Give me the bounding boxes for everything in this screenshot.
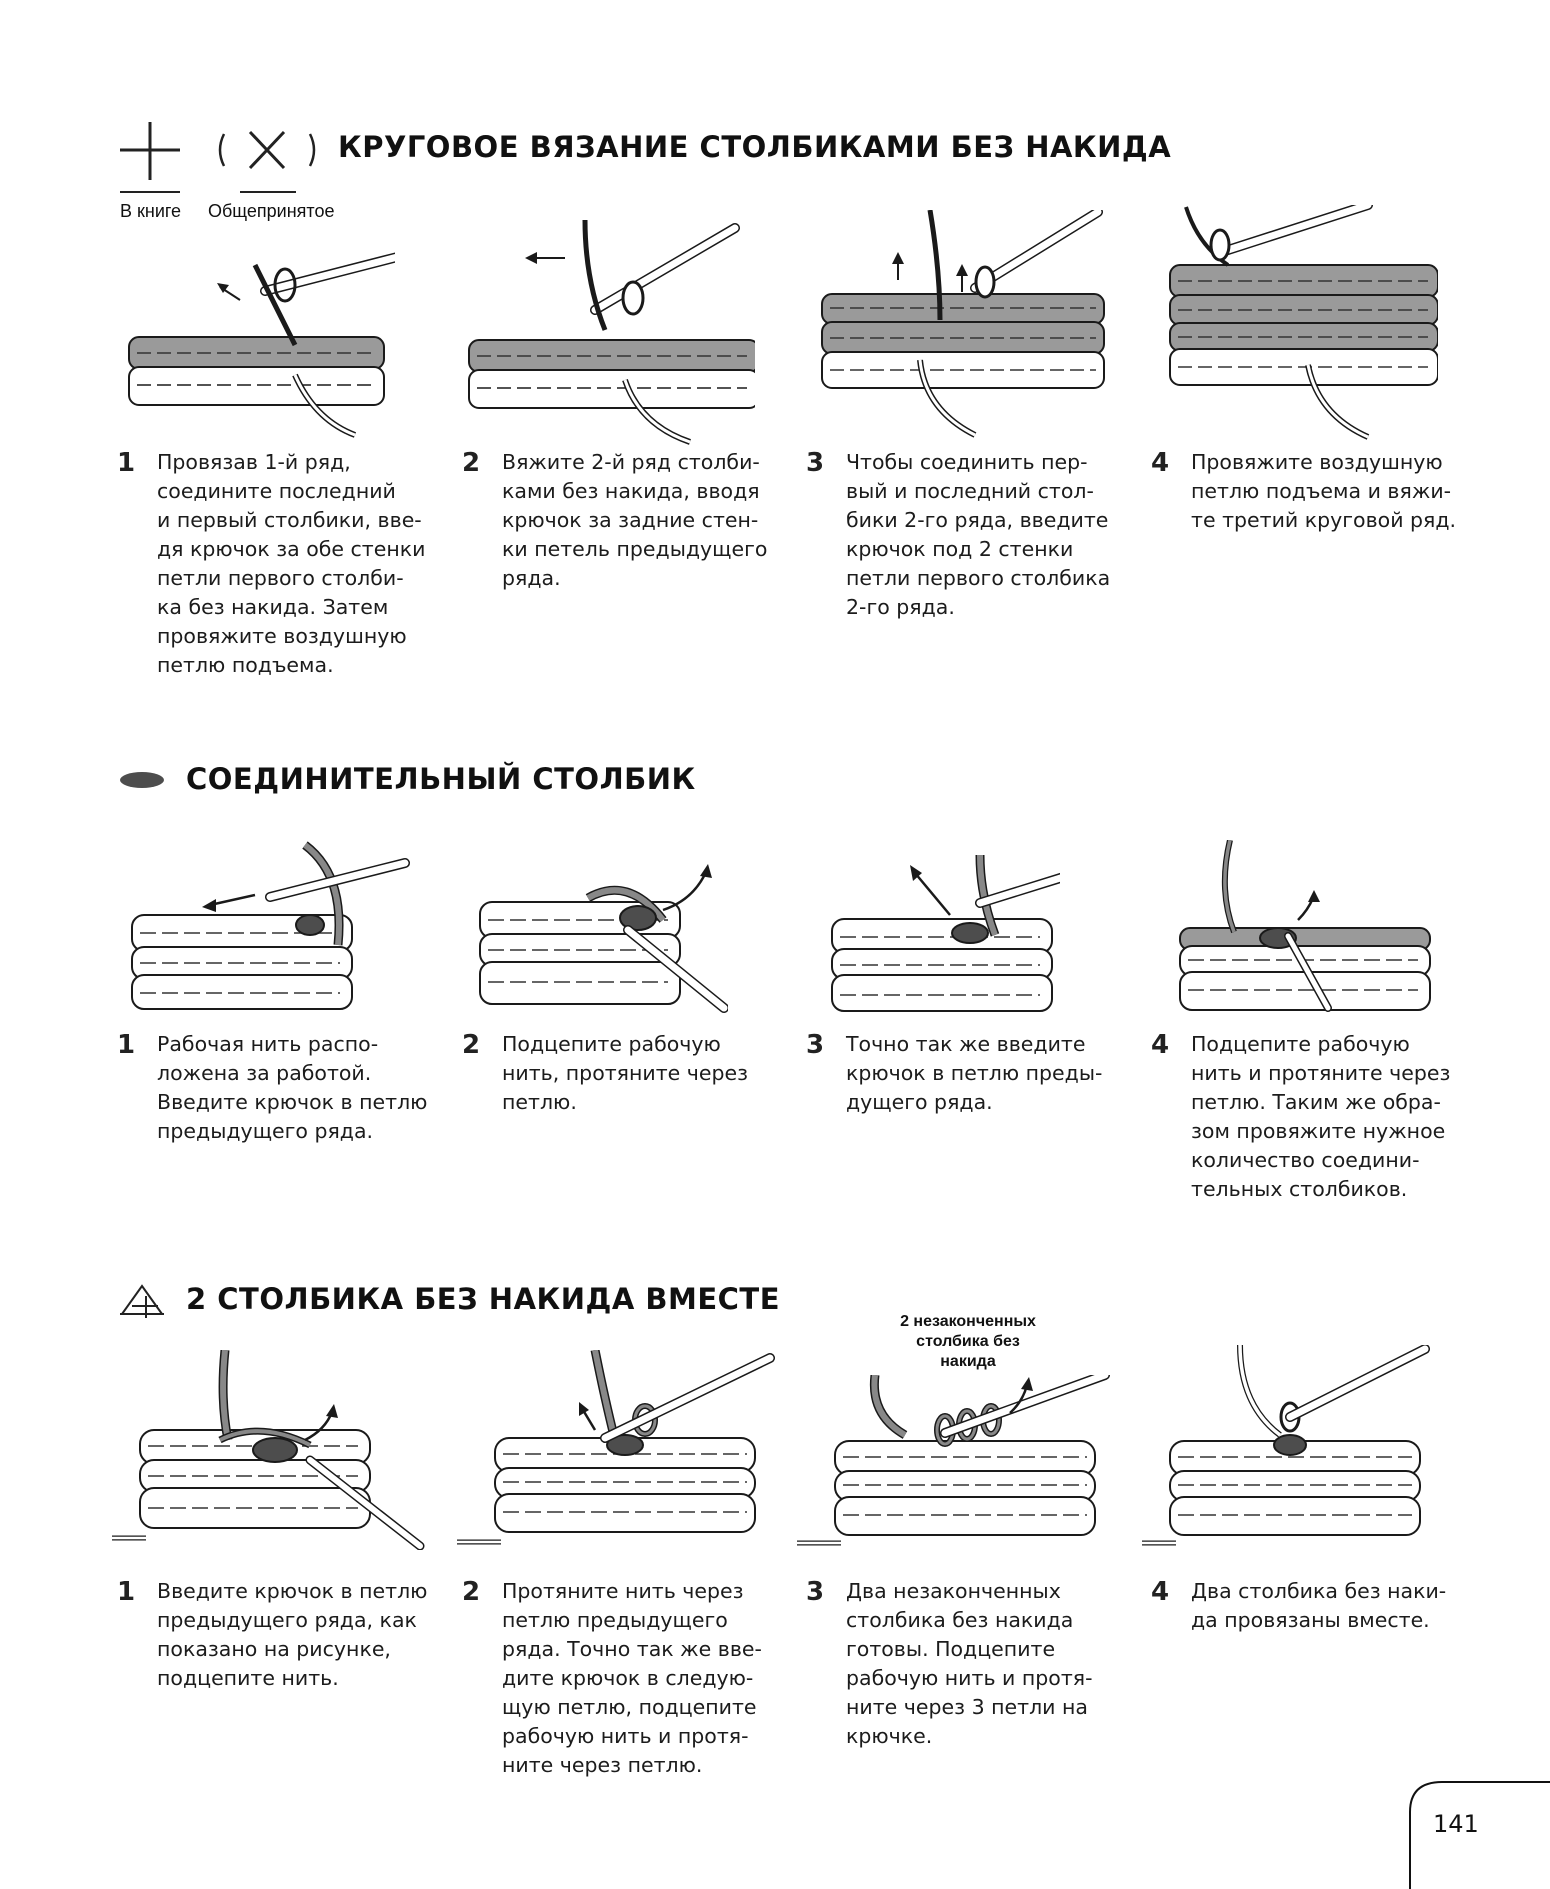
step-text: Подцепите рабочую нить, протяните через петлю.	[502, 1032, 749, 1114]
step-text: Введите крючок в петлю предыдущего ряда, как показано на рисунке, подцепите нить.	[157, 1579, 428, 1690]
section1-title: КРУГОВОЕ ВЯЗАНИЕ СТОЛБИКАМИ БЕЗ НАКИДА	[338, 130, 1172, 164]
step-text: Два незаконченных столбика без накида готовы. Подцепите рабочую нить и протя- ните через 3 петли на крючке.	[846, 1579, 1093, 1748]
step-number: 3	[806, 448, 825, 478]
step-text: Провязав 1-й ряд, соедините последний и первый столбики, вве- дя крючок за обе стенки петли первого столби- ка без накида. Затем провяжите воздушную петлю подъема.	[157, 450, 426, 677]
section2-title: СОЕДИНИТЕЛЬНЫЙ СТОЛБИК	[186, 762, 696, 796]
step-number: 2	[462, 448, 481, 478]
s3-step3-annotation: 2 незаконченных столбика без накида	[900, 1313, 1036, 1370]
s2-step3-illustration	[830, 855, 1060, 1015]
symbol-common-caption: Общепринятое	[208, 201, 335, 221]
step-text: Чтобы соединить пер- вый и последний стол- бики 2-го ряда, введите крючок под 2 стенки петли первого столбика 2-го ряда.	[846, 450, 1111, 619]
step-text: Рабочая нить распо- ложена за работой. Введите крючок в петлю предыдущего ряда.	[157, 1032, 428, 1143]
s3-step4-illustration	[1140, 1345, 1440, 1550]
step-number: 3	[806, 1577, 825, 1607]
section3-title: 2 СТОЛБИКА БЕЗ НАКИДА ВМЕСТЕ	[186, 1282, 781, 1316]
step-text: Протяните нить через петлю предыдущего ряда. Точно так же вве- дите крючок в следую- щую петлю, подцепите рабочую нить и протя- ните через петлю.	[502, 1579, 762, 1777]
sc2tog-symbol-icon	[118, 1280, 166, 1320]
step-number: 4	[1151, 448, 1170, 478]
step-number: 2	[462, 1030, 481, 1060]
step-text: Вяжите 2-й ряд столби- ками без накида, вводя крючок за задние стен- ки петель предыдущего ряда.	[502, 450, 768, 590]
s2-step2-illustration	[478, 860, 728, 1015]
sc-common-symbol-icon	[210, 120, 330, 196]
step-number: 1	[117, 1030, 136, 1060]
symbol-book-caption: В книге	[120, 201, 182, 221]
sc-book-symbol-icon	[118, 120, 182, 196]
step-text: Провяжите воздушную петлю подъема и вяжи- те третий круговой ряд.	[1191, 450, 1457, 532]
s3-step1-illustration	[110, 1350, 430, 1550]
step-text: Точно так же введите крючок в петлю преды- дущего ряда.	[846, 1032, 1103, 1114]
step-number: 4	[1151, 1577, 1170, 1607]
s1-step1-illustration	[125, 245, 395, 445]
step-number: 3	[806, 1030, 825, 1060]
s1-step4-illustration	[1168, 205, 1438, 445]
page-number-tab	[1408, 1778, 1550, 1889]
slip-stitch-symbol-icon	[118, 770, 166, 790]
s2-step1-illustration	[130, 835, 420, 1015]
s1-step3-illustration	[820, 210, 1110, 445]
s3-step2-illustration	[455, 1350, 775, 1550]
page-number: 141	[1433, 1810, 1479, 1838]
s2-step4-illustration	[1178, 840, 1438, 1015]
step-number: 2	[462, 1577, 481, 1607]
section2-header	[118, 760, 1118, 800]
step-number: 1	[117, 1577, 136, 1607]
step-text: Подцепите рабочую нить и протяните через петлю. Таким же обра- зом провяжите нужное количество соедини- тельных столбиков.	[1191, 1032, 1451, 1201]
step-number: 1	[117, 448, 136, 478]
step-number: 4	[1151, 1030, 1170, 1060]
s3-step3-illustration	[795, 1375, 1115, 1555]
step-text: Два столбика без наки- да провязаны вместе.	[1191, 1579, 1447, 1632]
s1-step2-illustration	[465, 220, 755, 445]
